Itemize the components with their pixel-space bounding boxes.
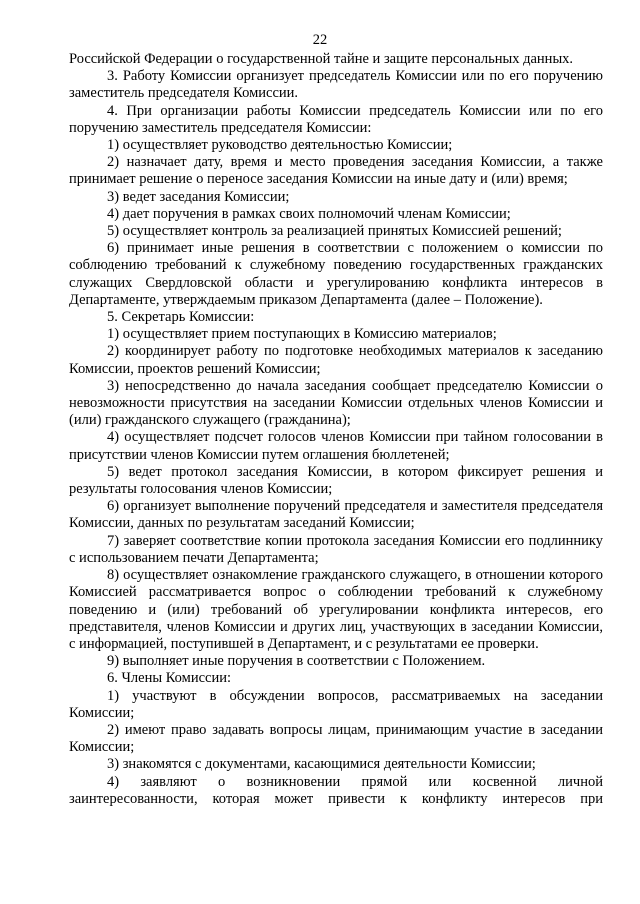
paragraph: 5) осуществляет контроль за реализацией принятых Комиссией решений;	[107, 223, 562, 240]
paragraph: 9) выполняет иные поручения в соответствии с Положением.	[107, 653, 486, 670]
paragraph: 2) координирует работу по подготовке необходимых материалов к заседанию Комиссии, проектов решений Комиссии;	[69, 343, 603, 377]
paragraph: 4) осуществляет подсчет голосов членов Комиссии при тайном голосовании в присутствии членов Комиссии путем оглашения бюллетеней;	[69, 429, 603, 463]
paragraph: 3) ведет заседания Комиссии;	[107, 188, 290, 205]
paragraph: 3) непосредственно до начала заседания сообщает председателю Комиссии о невозможности присутствия на заседании Комиссии отдельных членов Комиссии и (или) гражданского служащего (гражданина);	[69, 377, 603, 429]
paragraph: 6) принимает иные решения в соответствии с положением о комиссии по соблюдению требований к служебному поведению государственных гражданских служащих Свердловской области и урегулированию конфликта интересов в Департаменте, утверждаемым приказом Департамента (далее – Положение).	[69, 240, 603, 308]
paragraph: 4) заявляют о возникновении прямой или косвенной личной заинтересованности, которая может привести к конфликту интересов при	[69, 773, 603, 807]
paragraph: 2) имеют право задавать вопросы лицам, принимающим участие в заседании Комиссии;	[69, 721, 603, 756]
paragraph: 6) организует выполнение поручений председателя и заместителя председателя Комиссии, данных по результатам заседаний Комиссии;	[69, 498, 603, 532]
paragraph: 1) участвуют в обсуждении вопросов, рассматриваемых на заседании Комиссии;	[69, 687, 603, 721]
paragraph: Российской Федерации о государственной тайне и защите персональных данных.	[69, 51, 574, 67]
paragraph: 8) осуществляет ознакомление гражданского служащего, в отношении которого Комиссией рассматривается вопрос о соблюдении требований к служебному поведению и (или) требований об урегулировании конфликта интересов, его представителя, членов Комиссии и других лиц, участвующих в заседании Комиссии, с информацией, поступившей в Департамент, и с результатами ее проверки.	[69, 567, 603, 652]
paragraph: 4) дает поручения в рамках своих полномочий членам Комиссии;	[107, 205, 511, 222]
paragraph: 4. При организации работы Комиссии председатель Комиссии или по его поручению заместитель председателя Комиссии:	[69, 102, 603, 136]
paragraph: 6. Члены Комиссии:	[107, 670, 232, 687]
paragraph: 5) ведет протокол заседания Комиссии, в котором фиксирует решения и результаты голосования членов Комиссии;	[69, 463, 603, 498]
paragraph: 2) назначает дату, время и место проведения заседания Комиссии, а также принимает решение о переносе заседания Комиссии на иные дату и (или) время;	[69, 154, 603, 188]
paragraph: 7) заверяет соответствие копии протокола заседания Комиссии его подлиннику с использованием печати Департамента;	[69, 532, 603, 566]
document-body	[69, 51, 603, 808]
paragraph: 5. Секретарь Комиссии:	[107, 309, 255, 326]
paragraph: 1) осуществляет прием поступающих в Комиссию материалов;	[107, 326, 497, 343]
page-number: 22	[312, 32, 328, 48]
paragraph: 1) осуществляет руководство деятельностью Комиссии;	[107, 137, 453, 154]
paragraph: 3. Работу Комиссии организует председатель Комиссии или по его поручению заместитель председателя Комиссии.	[69, 68, 603, 102]
paragraph: 3) знакомятся с документами, касающимися деятельности Комиссии;	[107, 756, 536, 773]
